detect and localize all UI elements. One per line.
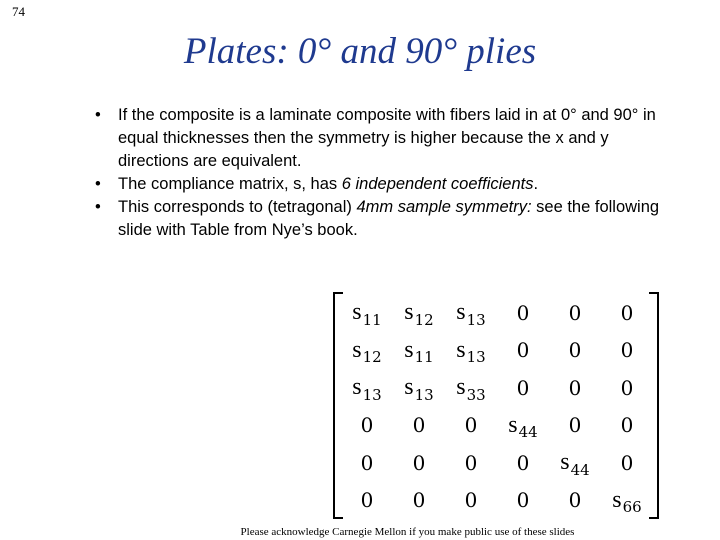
bullet-dot-icon: • — [95, 106, 101, 124]
matrix-subscript: 44 — [570, 460, 590, 479]
footer-note: Please acknowledge Carnegie Mellon if you make public use of these slides — [240, 526, 575, 538]
matrix-symbol: s — [404, 374, 414, 401]
matrix-cell: 0 — [516, 338, 530, 363]
matrix-cell — [341, 332, 393, 370]
matrix-symbol: s — [404, 299, 414, 326]
matrix-cell: 0 — [620, 375, 634, 400]
matrix-cell: 0 — [568, 300, 582, 325]
matrix-grid — [341, 294, 653, 519]
matrix-subscript: 44 — [518, 423, 538, 442]
matrix-subscript: 13 — [466, 310, 486, 329]
matrix-subscript: 11 — [362, 310, 382, 329]
matrix-cell: 0 — [620, 300, 634, 325]
matrix-symbol: s — [352, 299, 362, 326]
matrix-subscript: 66 — [622, 498, 642, 517]
matrix-symbol: s — [508, 411, 518, 438]
matrix-cell: 0 — [620, 338, 634, 363]
matrix-cell — [393, 294, 445, 332]
matrix-cell: 0 — [568, 413, 582, 438]
slide-number: 74 — [12, 4, 25, 19]
matrix-cell: 0 — [412, 450, 426, 475]
matrix-symbol: s — [612, 486, 622, 513]
matrix-cell: 0 — [516, 300, 530, 325]
compliance-matrix — [333, 292, 659, 519]
matrix-cell — [601, 482, 653, 520]
bullet-item — [92, 173, 682, 196]
matrix-symbol: s — [352, 336, 362, 363]
matrix-cell: 0 — [464, 450, 478, 475]
matrix-cell: 0 — [360, 413, 374, 438]
matrix-cell: 0 — [360, 488, 374, 513]
matrix-cell: 0 — [568, 375, 582, 400]
matrix-cell — [497, 407, 549, 445]
bullet-text: see the following slide with Table from Nye’s book. — [118, 198, 660, 239]
matrix-symbol: s — [456, 336, 466, 363]
bullet-text: This corresponds to (tetragonal) — [118, 198, 357, 216]
bullet-item — [92, 196, 682, 242]
bullet-emphasis-text: 4mm sample symmetry: — [356, 198, 532, 216]
matrix-cell — [341, 369, 393, 407]
matrix-cell: 0 — [464, 488, 478, 513]
matrix-cell: 0 — [464, 413, 478, 438]
matrix-symbol: s — [456, 299, 466, 326]
matrix-symbol: s — [404, 336, 414, 363]
matrix-cell — [393, 332, 445, 370]
matrix-cell — [445, 369, 497, 407]
matrix-cell — [445, 294, 497, 332]
bullet-list — [92, 104, 682, 242]
matrix-symbol: s — [456, 374, 466, 401]
matrix-subscript: 12 — [414, 310, 434, 329]
bullet-emphasis-text: 6 independent coefficients — [341, 175, 534, 193]
matrix-subscript: 13 — [362, 385, 382, 404]
bullet-item — [92, 104, 682, 173]
matrix-cell: 0 — [516, 375, 530, 400]
bullet-text: . — [533, 175, 539, 193]
bullet-text: If the composite is a laminate composite with fibers laid in at 0° and 90° in equal thicknesses then the symmetry is higher because the x and y directions are equivalent. — [118, 106, 656, 170]
matrix-cell: 0 — [360, 450, 374, 475]
matrix-cell: 0 — [412, 488, 426, 513]
matrix-subscript: 13 — [466, 348, 486, 367]
matrix-symbol: s — [352, 374, 362, 401]
matrix-cell — [393, 369, 445, 407]
matrix-subscript: 13 — [414, 385, 434, 404]
matrix-cell — [549, 444, 601, 482]
matrix-cell: 0 — [516, 450, 530, 475]
bullet-dot-icon: • — [95, 175, 101, 193]
matrix-right-bracket — [649, 292, 659, 519]
bullet-dot-icon: • — [95, 198, 101, 216]
matrix-cell: 0 — [412, 413, 426, 438]
matrix-subscript: 12 — [362, 348, 382, 367]
matrix-cell — [445, 332, 497, 370]
matrix-symbol: s — [560, 449, 570, 476]
matrix-cell: 0 — [620, 450, 634, 475]
matrix-subscript: 11 — [414, 348, 434, 367]
matrix-cell: 0 — [568, 338, 582, 363]
matrix-subscript: 33 — [466, 385, 486, 404]
matrix-cell: 0 — [568, 488, 582, 513]
matrix-cell — [341, 294, 393, 332]
matrix-cell: 0 — [516, 488, 530, 513]
matrix-cell: 0 — [620, 413, 634, 438]
slide-title: Plates: 0° and 90° plies — [183, 31, 537, 72]
bullet-text: The compliance matrix, s, has — [118, 175, 342, 193]
